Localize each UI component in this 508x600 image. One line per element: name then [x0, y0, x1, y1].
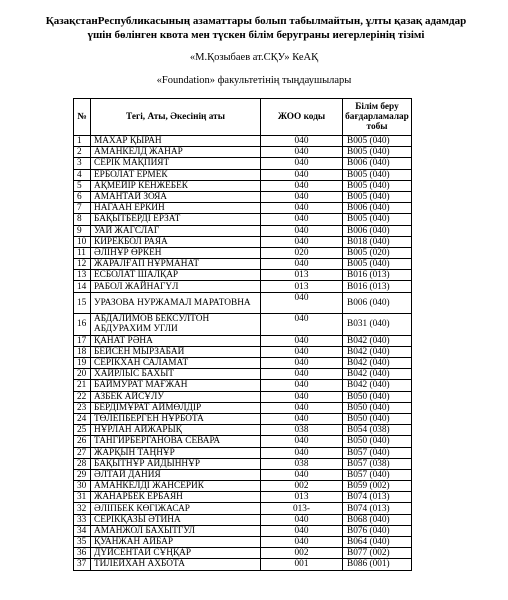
program-group: B086 (001): [343, 559, 412, 570]
program-group: B005 (020): [343, 247, 412, 258]
row-number: 5: [74, 180, 91, 191]
row-number: 6: [74, 191, 91, 202]
row-number: 31: [74, 492, 91, 503]
row-number: 29: [74, 469, 91, 480]
student-name: ӘЛІПБЕК КӨГІЖАСАР: [91, 503, 261, 514]
student-name: МАХАР ҚЫРАН: [91, 136, 261, 147]
row-number: 10: [74, 236, 91, 247]
table-row: [74, 191, 412, 202]
table-row: [74, 425, 412, 436]
row-number: 1: [74, 136, 91, 147]
program-group: B005 (040): [343, 169, 412, 180]
table-row: [74, 281, 412, 292]
student-name: ХАЙРЛЫС БАХЫТ: [91, 369, 261, 380]
program-group: B016 (013): [343, 281, 412, 292]
table-row: [74, 402, 412, 413]
student-name: АМАНКЕЛД ЖАНАР: [91, 147, 261, 158]
student-name: ТӨЛЕПБЕРГЕН НҰРБОТА: [91, 413, 261, 424]
university-code: 013-: [261, 503, 343, 514]
row-number: 17: [74, 335, 91, 346]
student-name: НҰРЛАН АЙЖАРЫҚ: [91, 425, 261, 436]
table-row: [74, 514, 412, 525]
table-row: [74, 436, 412, 447]
student-name: АБДАЛИМОВ БЕКСУЛТОН АБДУРАХИМ УГЛИ: [91, 314, 261, 336]
table-row: [74, 537, 412, 548]
row-number: 15: [74, 292, 91, 314]
row-number: 12: [74, 259, 91, 270]
student-name: УАЙ ЖАГСЛАГ: [91, 225, 261, 236]
program-group: B005 (040): [343, 136, 412, 147]
program-group: B057 (040): [343, 447, 412, 458]
student-name: ӘЛТАЙ ДАНИЯ: [91, 469, 261, 480]
row-number: 16: [74, 314, 91, 336]
row-number: 26: [74, 436, 91, 447]
program-group: B050 (040): [343, 436, 412, 447]
program-group: B042 (040): [343, 335, 412, 346]
university-code: 002: [261, 481, 343, 492]
university-code: 020: [261, 247, 343, 258]
university-code: 038: [261, 458, 343, 469]
table-row: [74, 469, 412, 480]
program-group: B054 (038): [343, 425, 412, 436]
program-group: B059 (002): [343, 481, 412, 492]
student-name: ЕРБОЛАТ ЕРМЕК: [91, 169, 261, 180]
university-code: 040: [261, 136, 343, 147]
row-number: 20: [74, 369, 91, 380]
student-name: БЕРДІМҰРАТ АЙМӨЛДІР: [91, 402, 261, 413]
university-code: 040: [261, 391, 343, 402]
row-number: 24: [74, 413, 91, 424]
program-group: B076 (040): [343, 525, 412, 536]
table-row: [74, 147, 412, 158]
university-code: 013: [261, 281, 343, 292]
student-name: АМАНТАЙ ЗОЯА: [91, 191, 261, 202]
program-group: B005 (040): [343, 147, 412, 158]
university-code: 040: [261, 191, 343, 202]
row-number: 9: [74, 225, 91, 236]
table-row: [74, 136, 412, 147]
student-name: ЕСБОЛАТ ШАЛҚАР: [91, 270, 261, 281]
university-code: 040: [261, 292, 343, 314]
table-row: [74, 481, 412, 492]
table-row: [74, 203, 412, 214]
university-code: 040: [261, 380, 343, 391]
program-group: B057 (040): [343, 469, 412, 480]
column-header-program-group: Білім беру бағдарламалар тобы: [343, 99, 412, 136]
student-name: КИРЕКБОЛ РАЯА: [91, 236, 261, 247]
row-number: 19: [74, 358, 91, 369]
document-title: [40, 14, 472, 42]
university-code: 040: [261, 169, 343, 180]
university-code: 040: [261, 402, 343, 413]
table-row: [74, 169, 412, 180]
row-number: 32: [74, 503, 91, 514]
row-number: 30: [74, 481, 91, 492]
table-row: [74, 380, 412, 391]
table-row: [74, 358, 412, 369]
row-number: 13: [74, 270, 91, 281]
table-row: [74, 214, 412, 225]
table-row: [74, 559, 412, 570]
university-code: 040: [261, 537, 343, 548]
row-number: 28: [74, 458, 91, 469]
university-code: 040: [261, 214, 343, 225]
table-row: [74, 369, 412, 380]
university-code: 038: [261, 425, 343, 436]
row-number: 27: [74, 447, 91, 458]
university-code: 040: [261, 413, 343, 424]
row-number: 33: [74, 514, 91, 525]
column-header-name: Тегі, Аты, Әкесінің аты: [91, 99, 261, 136]
table-row: [74, 413, 412, 424]
student-name: АМАНКЕЛДІ ЖАНСЕРИК: [91, 481, 261, 492]
row-number: 8: [74, 214, 91, 225]
university-code: 040: [261, 203, 343, 214]
student-name: ҚУАНЖАН АЙБАР: [91, 537, 261, 548]
column-header-number: №: [74, 99, 91, 136]
program-group: B031 (040): [343, 314, 412, 336]
program-group: B005 (040): [343, 180, 412, 191]
university-code: 040: [261, 358, 343, 369]
university-code: 040: [261, 314, 343, 336]
program-group: B057 (038): [343, 458, 412, 469]
university-code: 002: [261, 548, 343, 559]
row-number: 7: [74, 203, 91, 214]
row-number: 21: [74, 380, 91, 391]
university-code: 013: [261, 492, 343, 503]
student-name: ӘЛІНҰР ӨРКЕН: [91, 247, 261, 258]
row-number: 4: [74, 169, 91, 180]
table-row: [74, 270, 412, 281]
table-row: [74, 335, 412, 346]
faculty-name: «Foundation» факультетінің тыңдаушылары: [156, 75, 352, 86]
title-line-2: үшін бөлінген квота мен түскен білім беруграны иегерлерінің тізімі: [87, 29, 425, 41]
student-name: НАГААН ЕРКИН: [91, 203, 261, 214]
row-number: 11: [74, 247, 91, 258]
program-group: B005 (040): [343, 259, 412, 270]
program-group: B016 (013): [343, 270, 412, 281]
organization-name: «М.Қозыбаев ат.СҚУ» КеАҚ: [189, 52, 319, 63]
program-group: B074 (013): [343, 503, 412, 514]
program-group: B006 (040): [343, 225, 412, 236]
table-row: [74, 225, 412, 236]
table-row: [74, 503, 412, 514]
table-header-row: [74, 99, 412, 136]
program-group: B077 (002): [343, 548, 412, 559]
university-code: 040: [261, 225, 343, 236]
table-row: [74, 492, 412, 503]
program-group: B050 (040): [343, 391, 412, 402]
university-code: 040: [261, 346, 343, 357]
program-group: B042 (040): [343, 346, 412, 357]
student-name: ЖАНАРБЕК ЕРБАЯН: [91, 492, 261, 503]
student-name: ЖАРҚЫН ТАҢНҰР: [91, 447, 261, 458]
student-name: АМАНЖОЛ БАХЫТГУЛ: [91, 525, 261, 536]
program-group: B042 (040): [343, 369, 412, 380]
row-number: 36: [74, 548, 91, 559]
program-group: B042 (040): [343, 380, 412, 391]
student-name: ЖАРАЛҒАП НҰРМАНАТ: [91, 259, 261, 270]
row-number: 22: [74, 391, 91, 402]
table-row: [74, 525, 412, 536]
program-group: B006 (040): [343, 158, 412, 169]
table-row: [74, 346, 412, 357]
table-row: [74, 236, 412, 247]
program-group: B018 (040): [343, 236, 412, 247]
table-row: [74, 314, 412, 336]
student-name: БЕЙСЕН МЫРЗАБАЙ: [91, 346, 261, 357]
table-row: [74, 391, 412, 402]
program-group: B006 (040): [343, 292, 412, 314]
program-group: B006 (040): [343, 203, 412, 214]
student-name: ТИЛЕЙХАН АХБОТА: [91, 559, 261, 570]
student-name: СЕРІКХАН САЛАМАТ: [91, 358, 261, 369]
program-group: B005 (040): [343, 214, 412, 225]
university-code: 040: [261, 335, 343, 346]
program-group: B005 (040): [343, 191, 412, 202]
university-code: 040: [261, 369, 343, 380]
student-name: ДҮЙСЕНТАЙ СҰҢҚАР: [91, 548, 261, 559]
program-group: B050 (040): [343, 413, 412, 424]
program-group: B064 (040): [343, 537, 412, 548]
university-code: 040: [261, 147, 343, 158]
student-name: СЕРІК МАҚПИЯТ: [91, 158, 261, 169]
university-code: 040: [261, 259, 343, 270]
student-name: БАЙМУРАТ МАҒЖАН: [91, 380, 261, 391]
title-line-1: ҚазақстанРеспубликасының азаматтары болып табылмайтын, ұлты қазақ адамдар: [45, 15, 467, 27]
row-number: 2: [74, 147, 91, 158]
row-number: 14: [74, 281, 91, 292]
table-row: [74, 180, 412, 191]
university-code: 040: [261, 436, 343, 447]
student-name: УРАЗОВА НУРЖАМАЛ МАРАТОВНА: [91, 292, 261, 314]
table-row: [74, 158, 412, 169]
table-row: [74, 292, 412, 314]
university-code: 040: [261, 236, 343, 247]
program-group: B068 (040): [343, 514, 412, 525]
student-name: БАҚЫТНҰР АЙДЫННҰР: [91, 458, 261, 469]
column-header-university-code: ЖОО коды: [261, 99, 343, 136]
row-number: 18: [74, 346, 91, 357]
student-name: АЗБЕК АЙСҰЛУ: [91, 391, 261, 402]
table-body: [74, 136, 412, 571]
university-code: 040: [261, 469, 343, 480]
university-code: 040: [261, 180, 343, 191]
table-row: [74, 247, 412, 258]
row-number: 34: [74, 525, 91, 536]
student-name: РАБОЛ ЖАЙНАГҮЛ: [91, 281, 261, 292]
row-number: 23: [74, 402, 91, 413]
university-code: 040: [261, 525, 343, 536]
student-name: ҚАНАТ РӘНА: [91, 335, 261, 346]
program-group: B074 (013): [343, 492, 412, 503]
table-row: [74, 259, 412, 270]
row-number: 3: [74, 158, 91, 169]
row-number: 25: [74, 425, 91, 436]
program-group: B042 (040): [343, 358, 412, 369]
table-row: [74, 458, 412, 469]
student-name: СЕРІКҚАЗЫ ӘТИНА: [91, 514, 261, 525]
university-code: 040: [261, 158, 343, 169]
table-row: [74, 548, 412, 559]
student-name: БАҚЫТБЕРДІ ЕРЗАТ: [91, 214, 261, 225]
student-name: ТАНГИРБЕРГАНОВА СЕВАРА: [91, 436, 261, 447]
student-name: АҚМЕЙІР КЕНЖЕБЕК: [91, 180, 261, 191]
row-number: 35: [74, 537, 91, 548]
university-code: 040: [261, 514, 343, 525]
table-row: [74, 447, 412, 458]
students-table: [73, 98, 412, 571]
program-group: B050 (040): [343, 402, 412, 413]
university-code: 040: [261, 447, 343, 458]
university-code: 001: [261, 559, 343, 570]
university-code: 013: [261, 270, 343, 281]
row-number: 37: [74, 559, 91, 570]
